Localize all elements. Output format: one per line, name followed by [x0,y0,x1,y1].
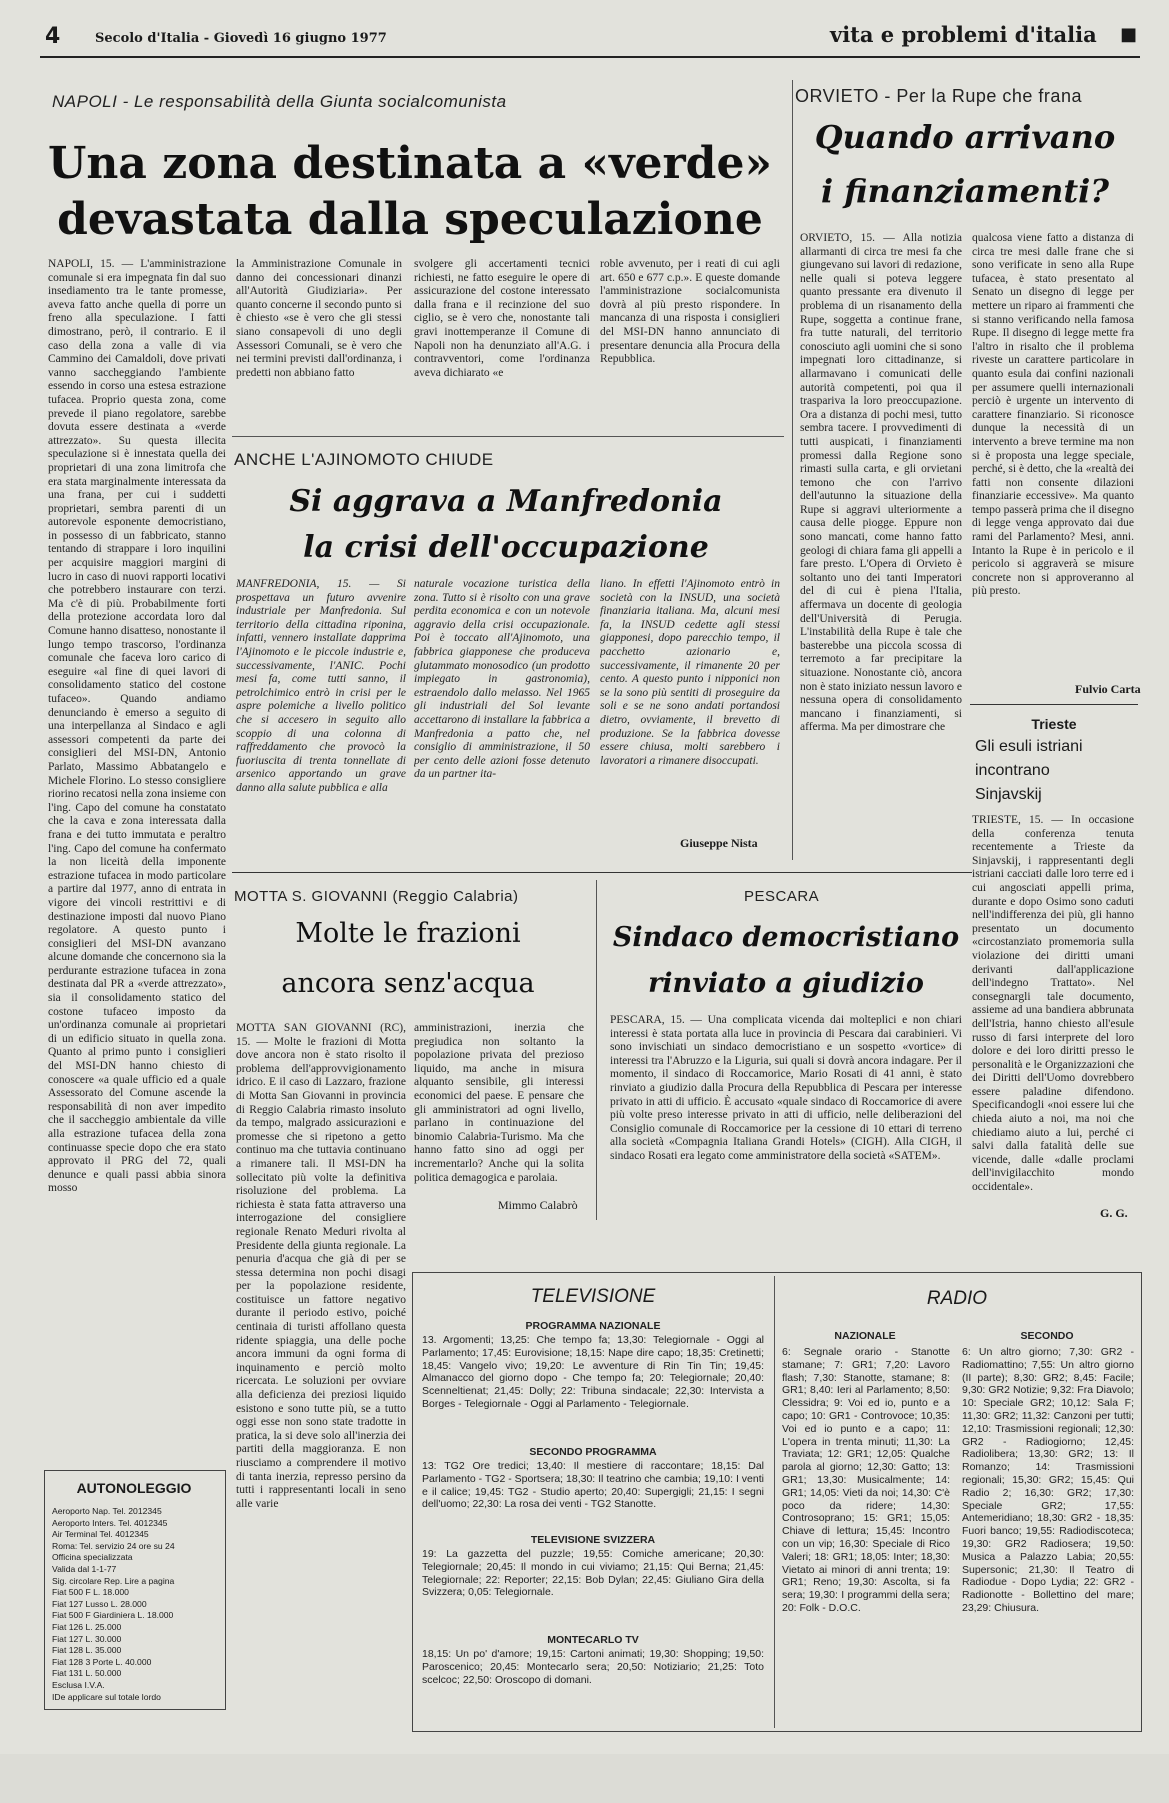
tv-section-1: 13. Argomenti; 13,25: Che tempo fa; 13,30: Telegiornale - Oggi al Parlamento; 17,45: Eurovisione; 18,15: Nape dire capo; 18,35: Cretinetti; 18,45: Vangelo vivo; 19,20: Le avventure di Rin Tin Tin; 19,45: Almanacco del giorno dopo - Che tempo fa; 20: Telegiornale; 20,40: Scenneltienat; 21,45: Dolly; 22: Tribuna sindacale; 22,30: Intervista a Borges - Telegiornale - Oggi al Parlamento - Telegiornale. [422,1334,764,1410]
middle-rule [232,872,972,873]
motta-headline-1: Molte le frazioni [295,918,521,949]
motta-kicker: MOTTA S. GIOVANNI (Reggio Calabria) [234,888,519,905]
paper-info: Secolo d'Italia - Giovedì 16 giugno 1977 [95,31,387,46]
orvieto-divider [792,80,793,860]
tv-section-4-title: MONTECARLO TV [547,1634,639,1646]
manfredonia-col-3: liano. In effetti l'Ajinomoto entrò in società con la INSUD, una società finanziaria italiana. Ma, alcuni mesi fa, la INSUD cedette agli stessi giapponesi, dopo parecchio tempo, il pacchetto azionario e, successivamente, il rimanente 20 per cento. A questo punto i nipponici non se la sono più sentiti di proseguire da soli e se ne sono andati portandosi dietro, ovviamente, il brevetto di produzione. Se la fabbrica dovesse essere chiusa, molti sarebbero i lavoratori a rimanere disoccupati. [600,578,780,767]
radio-nazionale-title: NAZIONALE [834,1330,896,1342]
motta-signature: Mimmo Calabrò [498,1198,578,1212]
radio-secondo-title: SECONDO [1020,1330,1074,1342]
radio-secondo: 6: Un altro giorno; 7,30: GR2 - Radiomattino; 7,55: Un altro giorno (II parte); 8,30: GR2; 8,45: Facile; 9,30: GR2 Notizie; 9,32: Fra Diavolo; 10: Speciale GR2; 10,12: Sala F; 11,30: GR2; 11,32: Canzoni per tutti; 12,10: Trasmissioni regionali; 12,30: GR2 - Radiogiorno; 12,45: Radiolibera; 13,30: GR2; 13: Il Romanzo; 14: Trasmissioni regionali; 15,30: GR2; 15,45: Qui Radio 2; 16,30: GR2; 17,30: Speciale GR2; 17,55: Antemeridiano; 18,30: GR2 - 18,35: Fuori banco; 19,55: Radiodiscoteca; 19,30: GR2 Radiosera; 19,50: Musica a Palazzo Labia; 20,55: Supersonic; 21,30: Il Teatro di Radiodue - Dopo Lydia; 22: GR2 - Radionotte - Bollettino del mare; 23,29: Chiusura. [962,1346,1134,1614]
trieste-headline-3: Sinjavskij [975,786,1042,803]
orvieto-signature: Fulvio Carta [1075,682,1141,696]
autonoleggio-line: Roma: Tel. servizio 24 ore su 24 [52,1540,175,1551]
autonoleggio-line: Fiat 131 L. 50.000 [52,1668,122,1679]
orvieto-col-1: ORVIETO, 15. — Alla notizia allarmanti di circa tre mesi fa che giungevano sui lavori di redazione, nelle quali si poteva leggere quanto pressante era divenuto il problema di un risanamento della Rupe, soggetta a continue frane, fra tutte naturali, del territorio conosciuto agli uomini che si sono impegnati loro cittadinanze, si allarmavano i comunicati delle autorità competenti, poi qua il traspariva la loro preoccupazione. Ora a distanza di pochi mesi, tutto sembra tacere. I provvedimenti di tutti auspicati, i finanziamenti promessi dalla Regione sono rimasti sulla carta, e gli orvietani temono che con l'arrivo dell'autunno la situazione della Rupe si aggravi ulteriormente a causa delle piogge. Eppure non sono mancati, come hanno fatto geologi di chiara fama gli appelli a fare presto. L'Opera di Orvieto è soltanto uno dei tanti Imperatori del di cui è piena l'Italia, affermava un docente di geologia dell'Università di Perugia. L'instabilità della Rupe è tale che basterebbe una piccola scossa di terremoto a far precipitare la situazione. Nonostante ciò, ancora non è stato iniziato nessun lavoro e nessuna opera di consolidamento mancano i finanziamenti, si afferma. Ma per dimostrare che [800,232,962,734]
manfredonia-headline-2: la crisi dell'occupazione [303,530,709,565]
napoli-col-4: roble avvenuto, per i reati di cui agli art. 650 e 677 c.p.». E queste domande l'amministrazione socialcomunista dovrà al più presto rispondere. In mancanza di una risposta i consiglieri del MSI-DN hanno annunciato di presentare denuncia alla Procura della Repubblica. [600,258,780,366]
radio-title: RADIO [926,1288,988,1309]
motta-col-2: amministrazioni, inerzia che pregiudica non soltanto la popolazione privata del prezioso liquido, ma anche in misura alquanto sensibile, gli interessi economici del paese. E pensare che gli amministratori ad ogni livello, parlano in continuazione del binomio Calabria-Turismo. Ma che hanno fatto sino ad oggi per incrementarlo? Anche qui la solita politica demagogica e parolaia. [414,1022,584,1184]
tv-section-1-title: PROGRAMMA NAZIONALE [525,1320,661,1332]
napoli-kicker: NAPOLI - Le responsabilità della Giunta socialcomunista [52,92,507,111]
page-number: 4 [45,24,61,49]
pescara-headline-2: rinviato a giudizio [648,968,924,999]
autonoleggio-title: AUTONOLEGGIO [76,1480,192,1496]
pescara-col-1: PESCARA, 15. — Una complicata vicenda dai molteplici e non chiari interessi è stata portata alla luce in provincia di Pescara dai carabinieri. Vi sono invischiati un sindaco democristiano e un sospetto «vortice» di interessi tra l'Abruzzo e la Liguria, sui quali si dovrà ancora indagare. Per il momento, il sindaco di Roccamorice, Mario Rosati di 41 anni, è stato rinviato a giudizio dalla Procura della Repubblica di Pescara per interesse privato in atti di ufficio. È accusato «quale sindaco di Roccamorice di avere più volte preso interesse privato in atti di ufficio, nelle deliberazioni del Consiglio comunale di Roccamorice per la cessione di 10 ettari di terreno alla società «Compagnia Italiana Grandi Hotels» (CIGH). Alla CIGH, il sindaco Rosati era legato come amministratore della società «SATEM». [610,1014,962,1162]
section-title: vita e problemi d'italia [830,22,1097,47]
tv-section-3: 19: La gazzetta del puzzle; 19,55: Comiche americane; 20,30: Telegiornale; 20,45: Il mondo in cui viviamo; 21,15: Qui Berna; 21,45: Telegiornale; 22: Reporter; 22,15: Bob Dylan; 22,45: Giuliano Gira della Svizzera; 0,05: Telegiornale. [422,1548,764,1599]
napoli-headline-1: Una zona destinata a «verde» [48,138,772,189]
tv-section-4: 18,15: Un po' d'amore; 19,15: Cartoni animati; 19,30: Shopping; 19,50: Paroscenico; 20,45: Montecarlo sera; 20,50: Notiziario; 21,25: Toto scelcoc; 22,50: Oroscopo di domani. [422,1648,764,1686]
pescara-headline-1: Sindaco democristiano [612,922,960,953]
trieste-kicker: Trieste [1031,716,1077,732]
tv-radio-divider [774,1276,775,1728]
manfredonia-headline-1: Si aggrava a Manfredonia [289,484,723,519]
manfredonia-col-2: naturale vocazione turistica della zona. Tutto si è risolto con una grave perdita economica e con un notevole aggravio della crisi occupazionale. Poi è toccato all'Ajinomoto, una fabbrica giapponese che produceva glutammato monosodico (un prodotto impiegato in gastronomia), estraendolo dallo melasso. Nel 1965 gli industriali del Sol levante accettarono di installare la fabbrica a Manfredonia a patto che, nel consiglio di amministrazione, il 50 per cento delle azioni fosse detenuto da un partner ita- [414,578,590,781]
trieste-headline-1: Gli esuli istriani [975,738,1083,755]
autonoleggio-line: Fiat 126 L. 25.000 [52,1621,122,1632]
trieste-top-rule [970,704,1138,705]
napoli-col-3: svolgere gli accertamenti tecnici richiesti, ne fatto eseguire le opere di assicurazione del costone interessato dalla frana e il recinzione del suo ciglio, se è vero che, nonostante tali gravi inottemperanze il Comune di Napoli non ha denunziato all'A.G. i contravventori, come l'ordinanza aveva dichiarato «e [414,258,590,379]
autonoleggio-line: Aeroporto Nap. Tel. 2012345 [52,1506,162,1516]
autonoleggio-line: Fiat 127 L. 30.000 [52,1633,122,1644]
autonoleggio-line: Sig. circolare Rep. Lire a pagina [52,1575,175,1586]
autonoleggio-line: Officina specializzata [52,1552,133,1563]
napoli-headline-2: devastata dalla speculazione [57,194,763,245]
napoli-col-2: la Amministrazione Comunale in danno dei concessionari dinanzi all'Autorità Giudiziaria». Per quanto concerne il secondo punto si è chiesto «se è vero che gli stessi siano consapevoli di uno degli Assessori Comunali, se è vero che nei termini previsti dall'ordinanza, i predetti non abbiano fatto [236,258,402,379]
autonoleggio-line: Fiat 128 3 Porte L. 40.000 [52,1656,152,1667]
autonoleggio-list [52,1506,218,1706]
orvieto-col-2: qualcosa viene fatto a distanza di circa tre mesi dalle frane che si sono verificate in seno alla Rupe tufacea, è stato presentato al Senato un disegno di legge per mettere un riparo ai frammenti che si stanno verificando nella famosa Rupe. Il disegno di legge mette fra l'altro in risalto che il problema riveste un carattere particolare in quanto esula dai confini nazionali per assumere quelli internazionali perciò è urgente un intervento di carattere finanziario. Si riconosce dunque la necessità di un intervento a breve termine ma non si è proposta una legge speciale, perché, si è detto, che la «realtà dei fatti non consente dilazioni finanziarie eccessive». Ma quanto tempo passerà prima che il disegno di legge venga approvato dai due rami del Parlamento? Mesi, anni. Intanto la Rupe è in pericolo e il pericolo si aggraverà se misure concrete non si approveranno al più presto. [972,232,1134,598]
autonoleggio-line: IDe applicare sul totale lordo [52,1691,161,1702]
tv-section-2: 13: TG2 Ore tredici; 13,40: Il mestiere di raccontare; 18,15: Dal Parlamento - TG2 - Sportsera; 18,30: Il teatrino che cambia; 19,10: I venti e il calice; 19,45: TG2 - Studio aperto; 20,40: Supergigli; 21,15: I segni dell'uomo; 22,30: La rosa dei venti - TG2 Stanotte. [422,1460,764,1511]
orvieto-kicker: ORVIETO - Per la Rupe che frana [795,86,1082,106]
tv-title: TELEVISIONE [530,1286,656,1307]
autonoleggio-line: Fiat 500 F Giardiniera L. 18.000 [52,1610,174,1621]
trieste-signature: G. G. [1100,1206,1128,1220]
autonoleggio-line: Fiat 128 L. 35.000 [52,1645,122,1656]
autonoleggio-line: Air Terminal Tel. 4012345 [52,1529,149,1540]
napoli-col-1: NAPOLI, 15. — L'amministrazione comunale si era impegnata fin dal suo insediamento tra le tante promesse, aveva fatto anche quella di porre un freno alla speculazione. I fatti dimostrano, però, il contrario. E il caso della zona a valle di via Cammino dei Camaldoli, dove privati vanno saccheggiando l'ambiente essendo in corso una estesa estrazione tufacea. Proprio questa zona, come prevede il piano regolatore, sarebbe dovuta essere destinata a «verde attrezzato». Su questa illecita speculazione si è innestata quella dei proprietari di una zona limitrofa che era stata marginalmente interessata da una frana, per cui i suddetti proprietari, sembra parenti di un autorevole esponente democristiano, in possesso di un fabbricato, stanno tentando di strappare i loro inquilini per acquisire maggiori margini di lucro in caso di nuovi rapporti locativi che potrebbero instaurare con terzi. Ma c'è di più. Probabilmente forti della protezione accordata loro dal Comune hanno disatteso, nonostante il lungo tempo trascorso, l'ordinanza comunale che faceva loro carico di eseguire «al fine di quei lavori di consolidamento statico del costone tufaceo». Quando andiamo denunciando è emerso a seguito di una interpellanza al Sindaco e agli assessori competenti da parte dei consiglieri del MSI-DN, Antonio Parlato, Massimo Abbatangelo e Michele Florino. Lo stesso consigliere riorino recatosi nella zona insieme con l'ing. Capo del comune ha constatato che la cava e zona interessata dalla frana e dei tutto immutata e peraltro l'ing. Capo del comune ha confermato la non liceità della imponente estrazione tufacea in modo particolare a partire dal 1977, anno di entrata in vigore dei vincoli restrittivi e di destinazione imposti dal nuovo Piano regolatore. A questo punto i consiglieri del MSI-DN avanzano alcune domande che concernono sia la perdurante estrazione tufacea in zona destinata dal PR a «verde attrezzato», sia il consolidamento statico del costone tufaceo imposto da un'ordinanza comunale ai proprietari di un edificio situato in quella zona. Quanto al primo punto i consiglieri del MSI-DN hanno chiesto di conoscere «a quale ufficio ed a quale Assessorato del Comune ascende la responsabilità di non aver impedito che il saccheggio ambientale da ville alla estrazione tufacea della zona continuasse specie dopo che era stato approvato il PRG del 72, quali denunce e quali passi abbia sinora mosso [48,258,226,1195]
manfredonia-col-1: MANFREDONIA, 15. — Si prospettava un futuro avvenire industriale per Manfredonia. Sul territorio della cittadina riponina, infatti, vennero installate dapprima l'Ajinomoto e le piccole industrie e, successivamente, l'ANIC. Pochi mesi fa, come tutti sanno, il petrolchimico entrò in crisi per le aspre polemiche a livello politico che si accesero in seguito allo scoppio di una colonna di raffreddamento che provocò la fuoriuscita di trenta tonnellate di arsenico apportando un grave danno alla salute pubblica e alla [236,578,406,794]
tv-section-3-title: TELEVISIONE SVIZZERA [530,1534,656,1546]
masthead-rule [40,56,1140,58]
pescara-kicker: PESCARA [744,888,820,905]
orvieto-headline-1: Quando arrivano [814,118,1116,156]
radio-nazionale: 6: Segnale orario - Stanotte stamane; 7: GR1; 7,20: Lavoro flash; 7,30: Stanotte, stamane; 8: GR1; 8,40: Ieri al Parlamento; 8,50: Clessidra; 9: Voi ed io, punto e a capo; 10: GR1 - Controvoce; 10,35: Voi ed io punto e a capo; 11: L'opera in trenta minuti; 11,30: La Traviata; 12: GR1; 12,05: Qualche parola al giorno; 12,30: Gatto; 13: GR1; 13,30: Musicalmente; 14: GR1; 14,05: Vieti da noi; 14,30: C'è poco da ridere; 14,30: Controsoprano; 15: GR1; 15,05: Chiave di lettura; 15,45: Incontro con un vip; 16,30: Speciale di Rico Valeri; 18: GR1; 18,05: Inter; 18,30: Vietato ai minori di anni trenta; 19: GR1; Reno; 19,30: Ascolta, si fa sera; 19,30: I programmi della sera; 20: Folk - D.O.C. [782,1346,950,1614]
napoli-bottom-rule [232,436,784,437]
autonoleggio-line: Fiat 127 Lusso L. 28.000 [52,1598,147,1609]
autonoleggio-line: Fiat 500 F L. 18.000 [52,1587,129,1598]
autonoleggio-line: Valida dal 1-1-77 [52,1563,117,1574]
tv-section-2-title: SECONDO PROGRAMMA [529,1446,657,1458]
autonoleggio-line: Esclusa I.V.A. [52,1679,105,1690]
motta-pescara-divider [596,880,597,1220]
trieste-col-1: TRIESTE, 15. — In occasione della conferenza tenuta recentemente a Trieste da Sinjavskij, i rappresentanti degli istriani cacciati dalle loro terre ed i cui angosciati appelli prima, durante e dopo Osimo sono caduti nell'indifferenza dei più, gli hanno presentato un documento «circostanziato promemoria sulla violazione dei diritti umani derivanti dall'applicazione dell'indegno Trattato». Nel consegnargli tale documento, assieme ad una bandiera abbrunata dell'Istria, hanno chiesto all'esule russo di farsi interprete del loro dolore e dei loro diritti presso le personalità e le Organizzazioni che dei Diritti dell'Uomo dovrebbero essere paladine difendono. Specificandogli «noi essere lui che chieda aiuto a noi, ma noi che chiediamo aiuto a lui, perché ci salvi dalla fatalità delle sue vicende, dalle «dalle proclami dell'invigilacchito mondo occidentale». [972,814,1134,1194]
orvieto-headline-2: i finanziamenti? [820,172,1110,210]
section-bullet: ■ [1120,24,1138,45]
manfredonia-signature: Giuseppe Nista [680,836,758,850]
manfredonia-kicker: ANCHE L'AJINOMOTO CHIUDE [234,450,494,469]
trieste-headline-2: incontrano [975,762,1050,779]
motta-col-1: MOTTA SAN GIOVANNI (RC), 15. — Molte le frazioni di Motta dove ancora non è stato risolto il problema dell'approvvigionamento idrico. E il caso di Lazzaro, frazione di Motta San Giovanni in provincia di Reggio Calabria rimasto insoluto da tempo, malgrado assicurazioni e promesse che si ripetono a getto continuo ma che tuttavia continuano a rimanere tali. Il MSI-DN ha sollecitato più volte la definitiva risoluzione del problema. La richiesta è stata fatta attraverso una interrogazione del consigliere regionale Renato Meduri rivolta al Presidente della giunta regionale. La penuria d'acqua che già di per se stessa determina non pochi disagi per la popolazione residente, costituisce un fattore negativo durante il periodo estivo, poiché centinaia di turisti affollano questa ridente spiaggia, una delle poche ancora immuni da ogni forma di inquinamento e perciò molto ricercata. Le soluzioni per ovviare alla deficienza dei preziosi liquido esistono e sono tutte più, se a tutto oggi esse non sono state tradotte in pratica, la si deve solo all'inerzia dei partiti della maggioranza. E non riusciamo a comprendere il motivo di tanta inerzia, represso persino da tutti i rappresentanti locali in seno alle varie [236,1022,406,1510]
motta-headline-2: ancora senz'acqua [281,968,535,999]
autonoleggio-line: Aeroporto Inters. Tel. 4012345 [52,1517,168,1528]
